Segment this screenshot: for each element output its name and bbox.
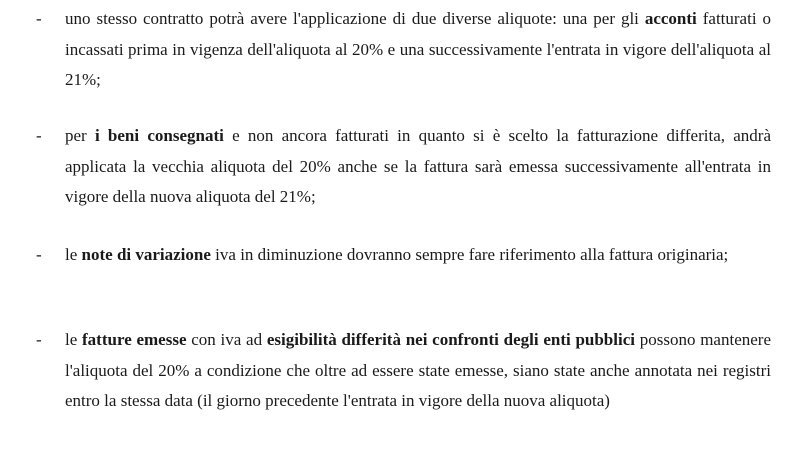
text-run: le [65,245,82,264]
list-item-text [65,4,771,96]
list-item-text [65,121,771,213]
text-run: per [65,126,95,145]
list-item-text [65,240,771,271]
text-run: con iva ad [186,330,267,349]
text-run: le [65,330,83,349]
list-bullet: - [36,330,42,349]
list-item-text [65,325,771,417]
text-run: iva in diminuzione dovranno sempre fare riferimento alla fattura originaria; [210,245,729,264]
bold-text-run: fatture emesse [82,330,187,349]
bold-text-run: note di variazione [81,245,211,264]
text-run: possono mantenere l'aliquota del 20% a condizione che oltre ad essere state emesse, siano state anche annotata nei registri entro la stessa data (il giorno precedente l'entrata in vigore della nuova aliquota) [65,330,771,410]
bold-text-run: acconti [644,9,697,28]
list-bullet: - [36,126,42,145]
bold-text-run: esigibilità differità nei confronti degli enti pubblici [266,330,635,349]
text-run: fatturati o incassati prima in vigenza dell'aliquota al 20% e una successivamente l'entrata in vigore dell'aliquota al 21%; [65,9,771,89]
text-run: e non ancora fatturati in quanto si è scelto la fatturazione differita, andrà applicata la vecchia aliquota del 20% anche se la fattura sarà emessa successivamente all'entrata in vigore della nuova aliquota del 21%; [65,126,771,206]
list-bullet: - [36,245,42,264]
list-bullet: - [36,9,42,28]
bold-text-run: i beni consegnati [94,126,224,145]
text-run: uno stesso contratto potrà avere l'applicazione di due diverse aliquote: una per gli [65,9,645,28]
